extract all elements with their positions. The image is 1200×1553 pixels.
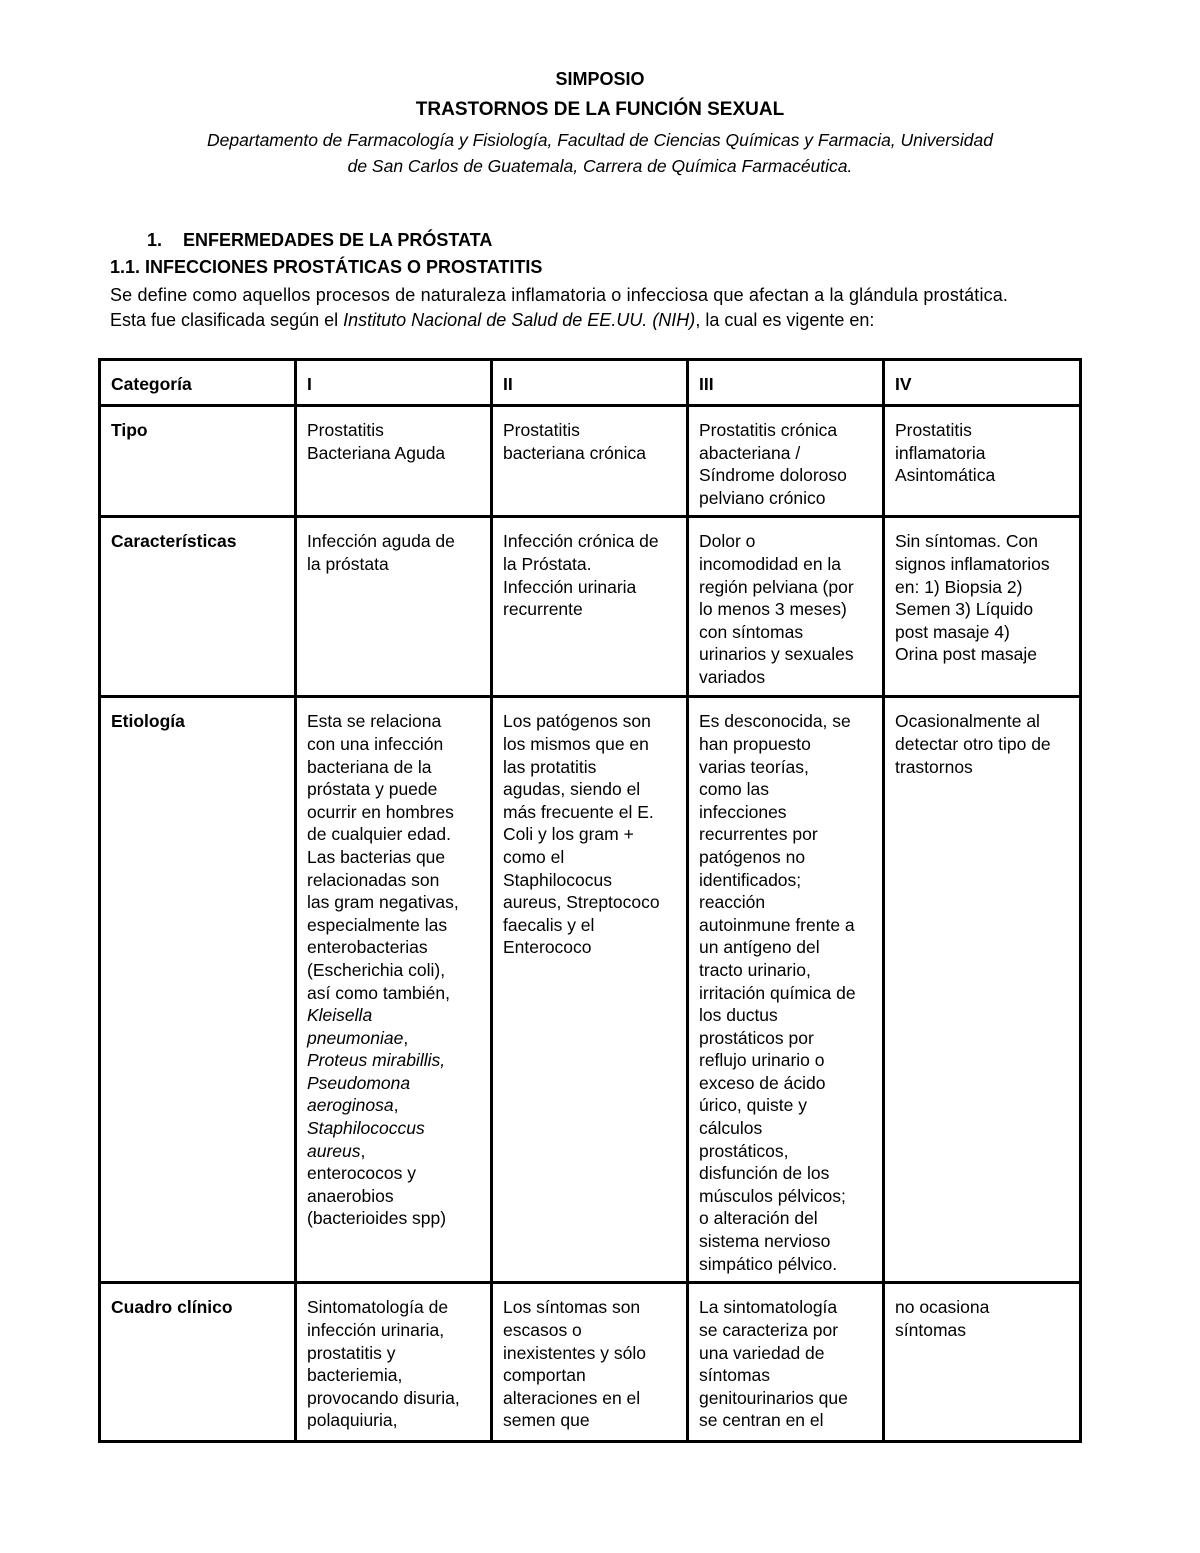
cell-text-line: escasos o [503,1319,582,1340]
cell-text-line: las gram negativas, [307,892,459,913]
cell [492,1283,688,1442]
cell-text-line: agudas, siendo el [503,779,641,800]
cell-text-line: síntomas [895,1319,966,1340]
cell-text-line: inexistentes y sólo [503,1342,646,1363]
cell [492,406,688,517]
affiliation-line-1: Departamento de Farmacología y Fisiología, Facultad de Ciencias Químicas y Farmacia, Universidad [207,130,993,150]
intro-text-end: , la cual es vigente en: [695,310,875,330]
cell [688,697,884,1283]
cell-text-line: Orina post masaje [895,644,1038,665]
cell-text-line: próstata y puede [307,779,438,800]
department-affiliation [0,127,1200,179]
document-title: SIMPOSIO [555,69,645,89]
cell-text-line: trastornos [895,756,973,777]
cell-text-line: alteraciones en el [503,1387,641,1408]
cell [884,697,1081,1283]
cell-text-line: cálculos [699,1118,763,1139]
cell-text-line: la Próstata. [503,553,592,574]
table-row-etiologia [100,697,1081,1283]
cell-text-line: como las [699,779,770,800]
cell-text-line: variados [699,666,766,687]
cell-lines [307,710,486,1004]
cell-text-line: polaquiuria, [307,1410,398,1431]
cell-text-line: los ductus [699,1005,778,1026]
cell-text-line: infecciones [699,801,787,822]
cell-text-line: infección urinaria, [307,1319,445,1340]
cell [884,517,1081,697]
cell-text-line: los mismos que en [503,733,649,754]
organism-name: Pseudomona [307,1072,411,1093]
cell-text-line: aureus, Streptococo [503,892,660,913]
cell-text-line: con síntomas [699,621,804,642]
cell-text-line: Infección urinaria [503,576,637,597]
cell-text-line: abacteriana / [699,442,801,463]
cell [688,1283,884,1442]
cell-text-line: Sin síntomas. Con [895,531,1038,552]
cell-text-line: enterobacterias [307,937,428,958]
organism-name: Staphilococcus [307,1118,425,1139]
cell-text-line: identificados; [699,869,802,890]
cell-text-line: Staphilococus [503,869,612,890]
cell-text-line: autoinmune frente a [699,914,855,935]
section-heading-1 [147,230,492,251]
cell-text-line: bacteriana de la [307,756,432,777]
etiologia-cell-I [296,697,492,1283]
cell-text-line: como el [503,846,565,867]
cell-text-line: prostáticos por [699,1027,814,1048]
cell-text-line: recurrentes por [699,824,818,845]
cell-text-line: Prostatitis crónica [699,420,838,440]
section-title: ENFERMEDADES DE LA PRÓSTATA [183,230,493,250]
cell-text-line: Dolor o [699,531,756,552]
cell-text-line: anaerobios [307,1185,394,1206]
cell-text-line: en: 1) Biopsia 2) [895,576,1023,597]
cell-text-line: ocurrir en hombres [307,801,454,822]
cell-text-line: Es desconocida, se [699,711,851,732]
cell-text-line: Las bacterias que [307,846,446,867]
cell-text-line: región pelviana (por [699,576,854,597]
cell-text-line: bacteriana crónica [503,442,646,463]
cell-text-line: inflamatoria [895,442,986,463]
cell-text-line: bacteriemia, [307,1365,403,1386]
cell-text-line: faecalis y el [503,914,595,935]
cell-text-line: Infección crónica de [503,531,659,552]
cell-text-line: así como también, [307,982,450,1003]
header-cell-II: II [492,360,688,406]
cell-text-line: la próstata [307,553,389,574]
cell-text-line: incomodidad en la [699,553,842,574]
cell-text-line: (bacterioides spp) [307,1208,447,1229]
cell-text-line: Ocasionalmente al [895,711,1040,732]
intro-line-1: Se define como aquellos procesos de naturaleza inflamatoria o infecciosa que afectan a la glándula prostática. [110,285,1009,305]
cell-text-line: no ocasiona [895,1297,990,1318]
subsection-heading-1-1: 1.1. INFECCIONES PROSTÁTICAS O PROSTATITIS [110,257,543,277]
cell-text-line: pelviano crónico [699,487,826,508]
intro-text: Esta fue clasificada según el [110,310,344,330]
cell-text-line: Coli y los gram + [503,824,634,845]
table-row-cuadro-clinico [100,1283,1081,1442]
organism-name: pneumoniae, [307,1027,409,1048]
cell-text-line: de cualquier edad. [307,824,451,845]
header-cell-category: Categoría [100,360,296,406]
cell-text-line: comportan [503,1365,586,1386]
cell-text-line: han propuesto [699,733,811,754]
organism-name: Proteus mirabillis, [307,1050,446,1071]
cell-text-line: provocando disuria, [307,1387,460,1408]
cell-text-line: más frecuente el E. [503,801,654,822]
cell-text-line: especialmente las [307,914,448,935]
cell-text-line: lo menos 3 meses) [699,599,847,620]
nih-reference: Instituto Nacional de Salud de EE.UU. (NIH) [343,310,696,330]
cell-text-line: disfunción de los [699,1163,830,1184]
cell-text-line: con una infección [307,733,444,754]
row-label-etiologia: Etiología [100,697,296,1283]
cell [688,406,884,517]
cell-text-line: exceso de ácido [699,1072,826,1093]
cell-text-line: Enterococo [503,937,592,958]
cell-text-line: recurrente [503,599,583,620]
cell-text-line: signos inflamatorios [895,553,1050,574]
cell-text-line: urinarios y sexuales [699,644,854,665]
cell [884,1283,1081,1442]
cell-text-line: Asintomática [895,465,996,486]
cell-text-line: genitourinarios que [699,1387,848,1408]
cell [296,1283,492,1442]
cell-text-line: Sintomatología de [307,1297,449,1318]
cell-text-line: Prostatitis [503,420,580,440]
cell-text-line: se caracteriza por [699,1319,839,1340]
cell [884,406,1081,517]
organism-name: aureus, [307,1140,366,1161]
header-cell-IV: IV [884,360,1081,406]
cell-text-line: reflujo urinario o [699,1050,825,1071]
cell-text-line: un antígeno del [699,937,820,958]
cell-text-line: se centran en el [699,1410,824,1431]
cell [688,517,884,697]
cell-text-line: Los síntomas son [503,1297,641,1318]
cell [492,517,688,697]
cell-text-line: prostáticos, [699,1140,789,1161]
cell-text-line: enterococos y [307,1163,416,1184]
section-number: 1. [147,230,163,250]
document-subject: TRASTORNOS DE LA FUNCIÓN SEXUAL [415,99,785,120]
cell-text-line: simpático pélvico. [699,1253,838,1274]
cell [296,517,492,697]
organism-name: Kleisella [307,1005,373,1026]
cell-text-line: Semen 3) Líquido [895,599,1034,620]
cell-text-line: músculos pélvicos; [699,1185,846,1206]
cell-text-line: una variedad de [699,1342,825,1363]
cell-text-line: patógenos no [699,846,806,867]
cell-text-line: irritación química de [699,982,856,1003]
cell-text-line: (Escherichia coli), [307,959,446,980]
cell [296,406,492,517]
intro-line-2 [110,308,1100,333]
cell-text-line: tracto urinario, [699,959,811,980]
cell-text-line: Prostatitis [307,420,384,440]
cell-text-line: post masaje 4) [895,621,1010,642]
cell-text-line: Prostatitis [895,420,972,440]
row-label-cuadro-clinico: Cuadro clínico [100,1283,296,1442]
row-label-caracteristicas: Características [100,517,296,697]
cell-text-line: varias teorías, [699,756,809,777]
cell-text-line: o alteración del [699,1208,818,1229]
cell-text-line: Bacteriana Aguda [307,442,446,463]
table-row-caracteristicas [100,517,1081,697]
cell-text-line: sistema nervioso [699,1231,831,1252]
cell-lines [307,1162,486,1230]
table-row-tipo [100,406,1081,517]
cell-text-line: Síndrome doloroso [699,465,847,486]
cell-text-line: relacionadas son [307,869,440,890]
cell-text-line: Los patógenos son [503,711,651,732]
cell-text-line: prostatitis y [307,1342,396,1363]
cell-text-line: las protatitis [503,756,597,777]
cell-text-line: síntomas [699,1365,770,1386]
cell-text-line: úrico, quiste y [699,1095,807,1116]
cell-text-line: reacción [699,892,766,913]
cell-text-line: Esta se relaciona [307,711,442,732]
cell-text-line: Infección aguda de [307,531,455,552]
header-cell-I: I [296,360,492,406]
row-label-tipo: Tipo [100,406,296,517]
cell-text-line: detectar otro tipo de [895,733,1051,754]
cell-text-line: La sintomatología [699,1297,838,1318]
organism-name: aeroginosa, [307,1095,399,1116]
header-cell-III: III [688,360,884,406]
table-header-row [100,360,1081,406]
cell-text-line: semen que [503,1410,590,1431]
prostatitis-classification-table [98,358,1082,1443]
intro-paragraph [110,283,1100,333]
affiliation-line-2: de San Carlos de Guatemala, Carrera de Química Farmacéutica. [347,156,853,176]
cell [492,697,688,1283]
